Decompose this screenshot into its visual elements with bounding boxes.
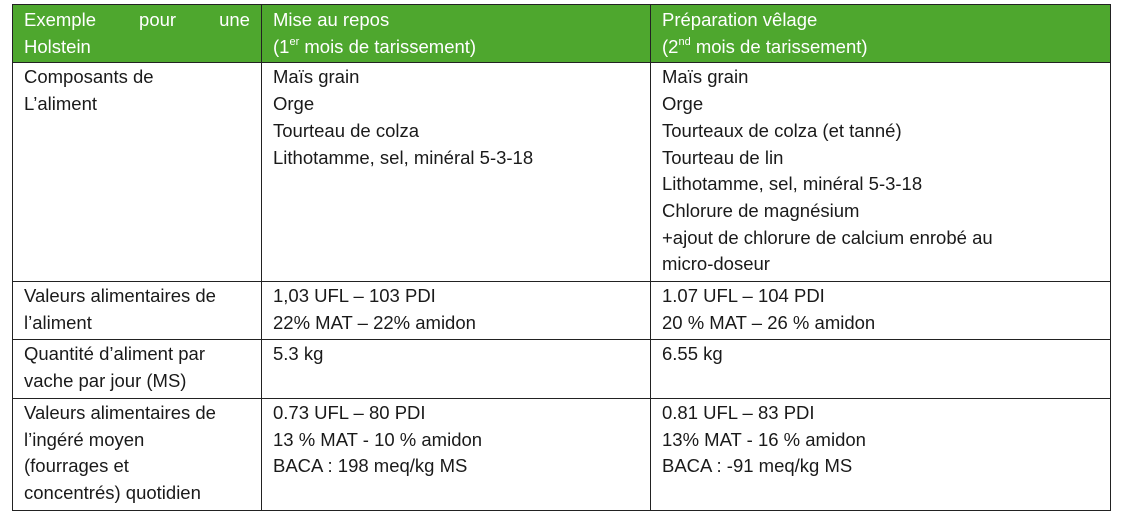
repos-cell: Maïs grain Orge Tourteau de colza Lithotamme, sel, minéral 5-3-18 [262,63,651,282]
repos-cell: 1,03 UFL – 103 PDI 22% MAT – 22% amidon [262,282,651,340]
table-row-quantite [13,340,1111,398]
header-repos-title: Mise au repos [273,9,390,30]
header-velage-title: Préparation vêlage [662,9,818,30]
header-repos-subtitle: (1er mois de tarissement) [273,35,477,57]
header-word: une [219,9,250,30]
row-label-cell: Valeurs alimentaires de l’ingéré moyen (fourrages et concentrés) quotidien [13,398,262,510]
table-row-ingere-moyen [13,398,1111,510]
header-example-line2: Holstein [24,35,91,57]
header-repos-cell [262,5,651,63]
repos-cell: 5.3 kg [262,340,651,398]
velage-cell: 0.81 UFL – 83 PDI 13% MAT - 16 % amidon BACA : -91 meq/kg MS [651,398,1111,510]
table-row-composants [13,63,1111,282]
header-example-line1 [24,7,250,34]
row-label-cell: Composants de L’aliment [13,63,262,282]
superscript: er [289,35,300,48]
header-velage-cell [651,5,1111,63]
velage-cell: 6.55 kg [651,340,1111,398]
repos-cell: 0.73 UFL – 80 PDI 13 % MAT - 10 % amidon BACA : 198 meq/kg MS [262,398,651,510]
table-header-row [13,5,1111,63]
ration-table-container [12,4,1110,511]
header-word: pour [139,9,177,30]
header-word: Exemple [24,9,96,30]
ration-table [12,4,1111,511]
row-label-cell: Quantité d’aliment par vache par jour (MS) [13,340,262,398]
velage-cell: Maïs grain Orge Tourteaux de colza (et tanné) Tourteau de lin Lithotamme, sel, minéral 5-3-18 Chlorure de magnésium +ajout de chlorure de calcium enrobé au micro-doseur [651,63,1111,282]
header-velage-subtitle: (2nd mois de tarissement) [662,35,868,57]
row-label-cell: Valeurs alimentaires de l’aliment [13,282,262,340]
table-row-valeurs-aliment [13,282,1111,340]
superscript: nd [678,35,691,48]
velage-cell: 1.07 UFL – 104 PDI 20 % MAT – 26 % amidon [651,282,1111,340]
header-example-cell [13,5,262,63]
